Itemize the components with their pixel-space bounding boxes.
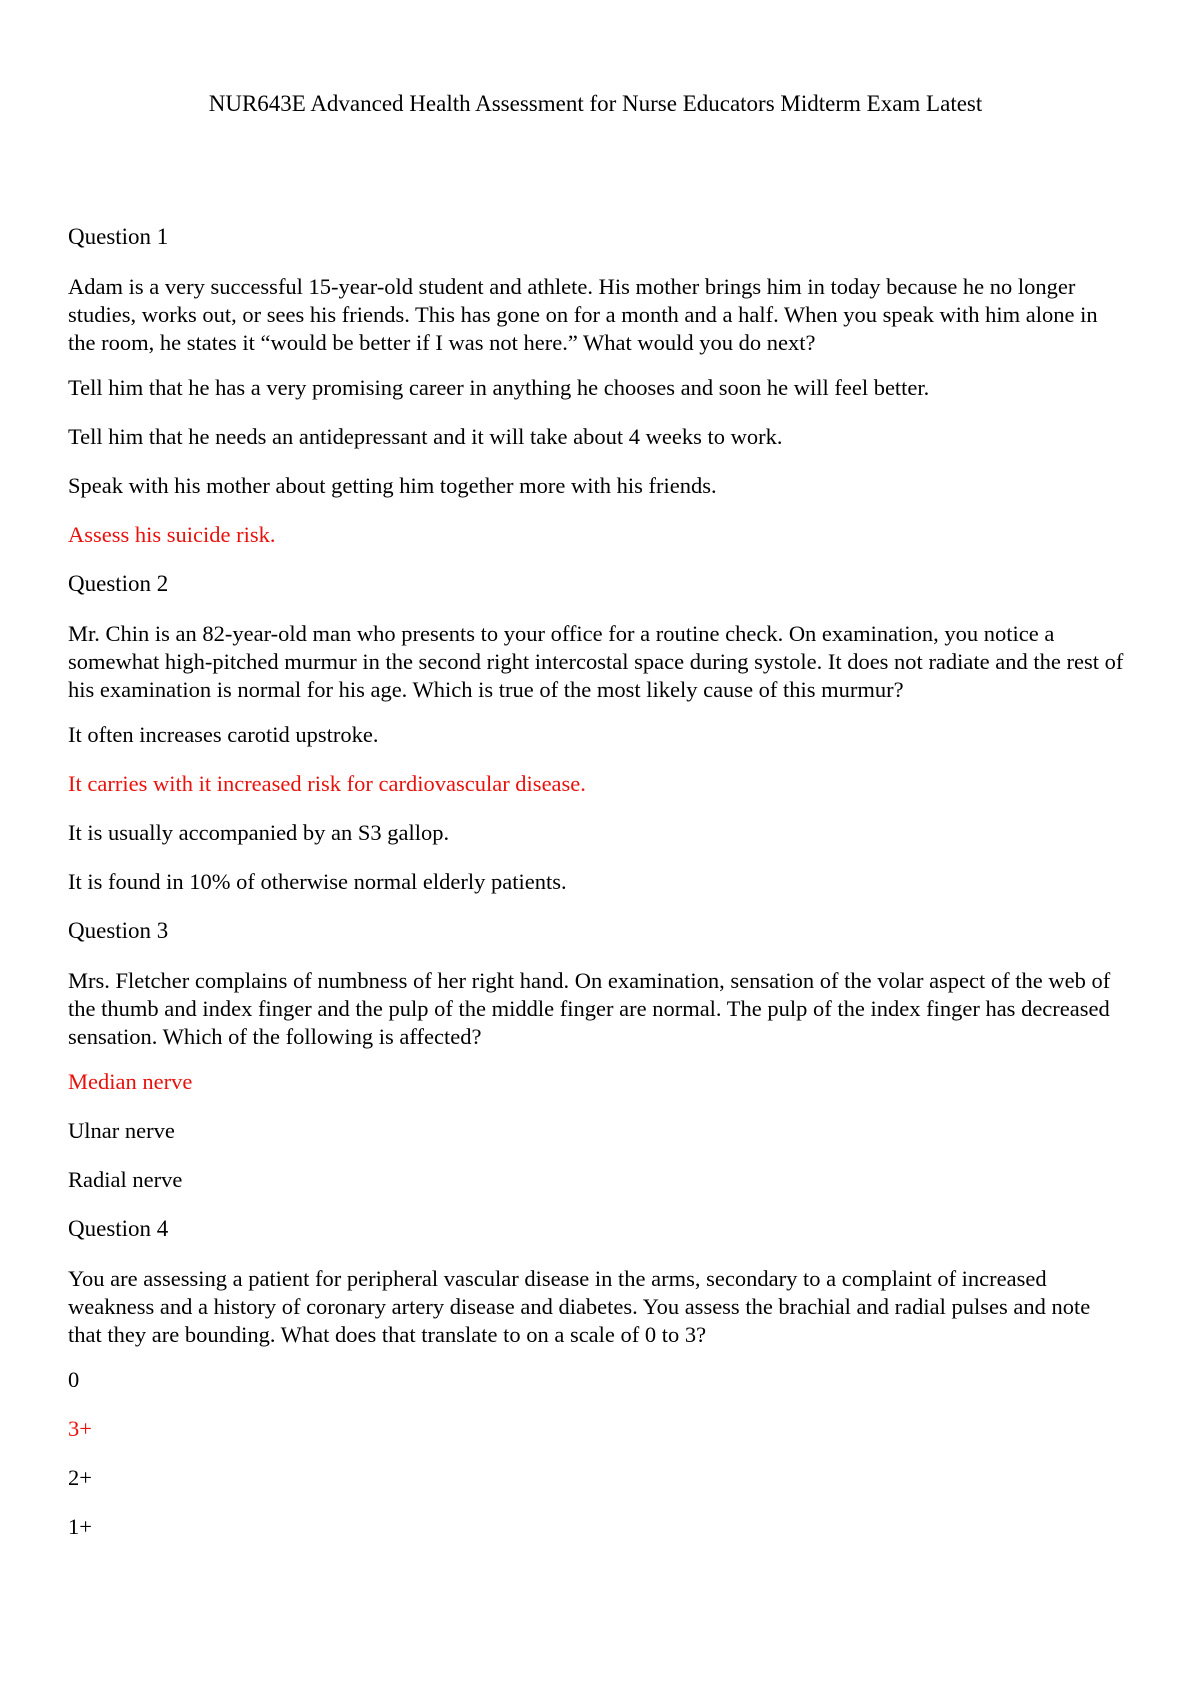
question-text: Mrs. Fletcher complains of numbness of her right hand. On examination, sensation of the volar aspect of the web of the thumb and index finger and the pulp of the middle finger are normal. The pulp of the index finger has decreased sensation. Which of the following is affected? (68, 968, 1111, 1049)
question-block-4 (68, 1215, 1128, 1541)
correct-answer-option: Median nerve (68, 1069, 193, 1094)
answer-option: It is found in 10% of otherwise normal elderly patients. (68, 869, 567, 894)
answer-option: Tell him that he has a very promising career in anything he chooses and soon he will feel better. (68, 375, 930, 400)
question-text: Mr. Chin is an 82-year-old man who presents to your office for a routine check. On examination, you notice a somewhat high-pitched murmur in the second right intercostal space during systole. It does not radiate and the rest of his examination is normal for his age. Which is true of the most likely cause of this murmur? (68, 621, 1124, 702)
answer-option: 1+ (68, 1514, 92, 1539)
answer-option: Tell him that he needs an antidepressant and it will take about 4 weeks to work. (68, 424, 783, 449)
question-label: Question 3 (68, 918, 169, 943)
document-title: NUR643E Advanced Health Assessment for Nurse Educators Midterm Exam Latest (208, 91, 983, 116)
question-text: Adam is a very successful 15-year-old student and athlete. His mother brings him in today because he no longer studies, works out, or sees his friends. This has gone on for a month and a half. When you speak with him alone in the room, he states it “would be better if I was not here.” What would you do next? (68, 274, 1098, 355)
answer-option: It often increases carotid upstroke. (68, 722, 379, 747)
answer-option: Speak with his mother about getting him together more with his friends. (68, 473, 717, 498)
answer-option: Ulnar nerve (68, 1118, 175, 1143)
question-label: Question 2 (68, 571, 169, 596)
question-label: Question 4 (68, 1216, 169, 1241)
correct-answer-option: 3+ (68, 1416, 92, 1441)
correct-answer-option: It carries with it increased risk for cardiovascular disease. (68, 771, 586, 796)
question-list (68, 223, 1128, 1562)
question-block-2 (68, 570, 1128, 896)
answer-option: Radial nerve (68, 1167, 183, 1192)
question-block-3 (68, 917, 1128, 1194)
question-label: Question 1 (68, 224, 169, 249)
question-text: You are assessing a patient for peripheral vascular disease in the arms, secondary to a complaint of increased weakness and a history of coronary artery disease and diabetes. You assess the brachial and radial pulses and note that they are bounding. What does that translate to on a scale of 0 to 3? (68, 1266, 1091, 1347)
answer-option: 0 (68, 1367, 80, 1392)
answer-option: It is usually accompanied by an S3 gallop. (68, 820, 450, 845)
question-block-1 (68, 223, 1128, 549)
answer-option: 2+ (68, 1465, 92, 1490)
correct-answer-option: Assess his suicide risk. (68, 522, 276, 547)
